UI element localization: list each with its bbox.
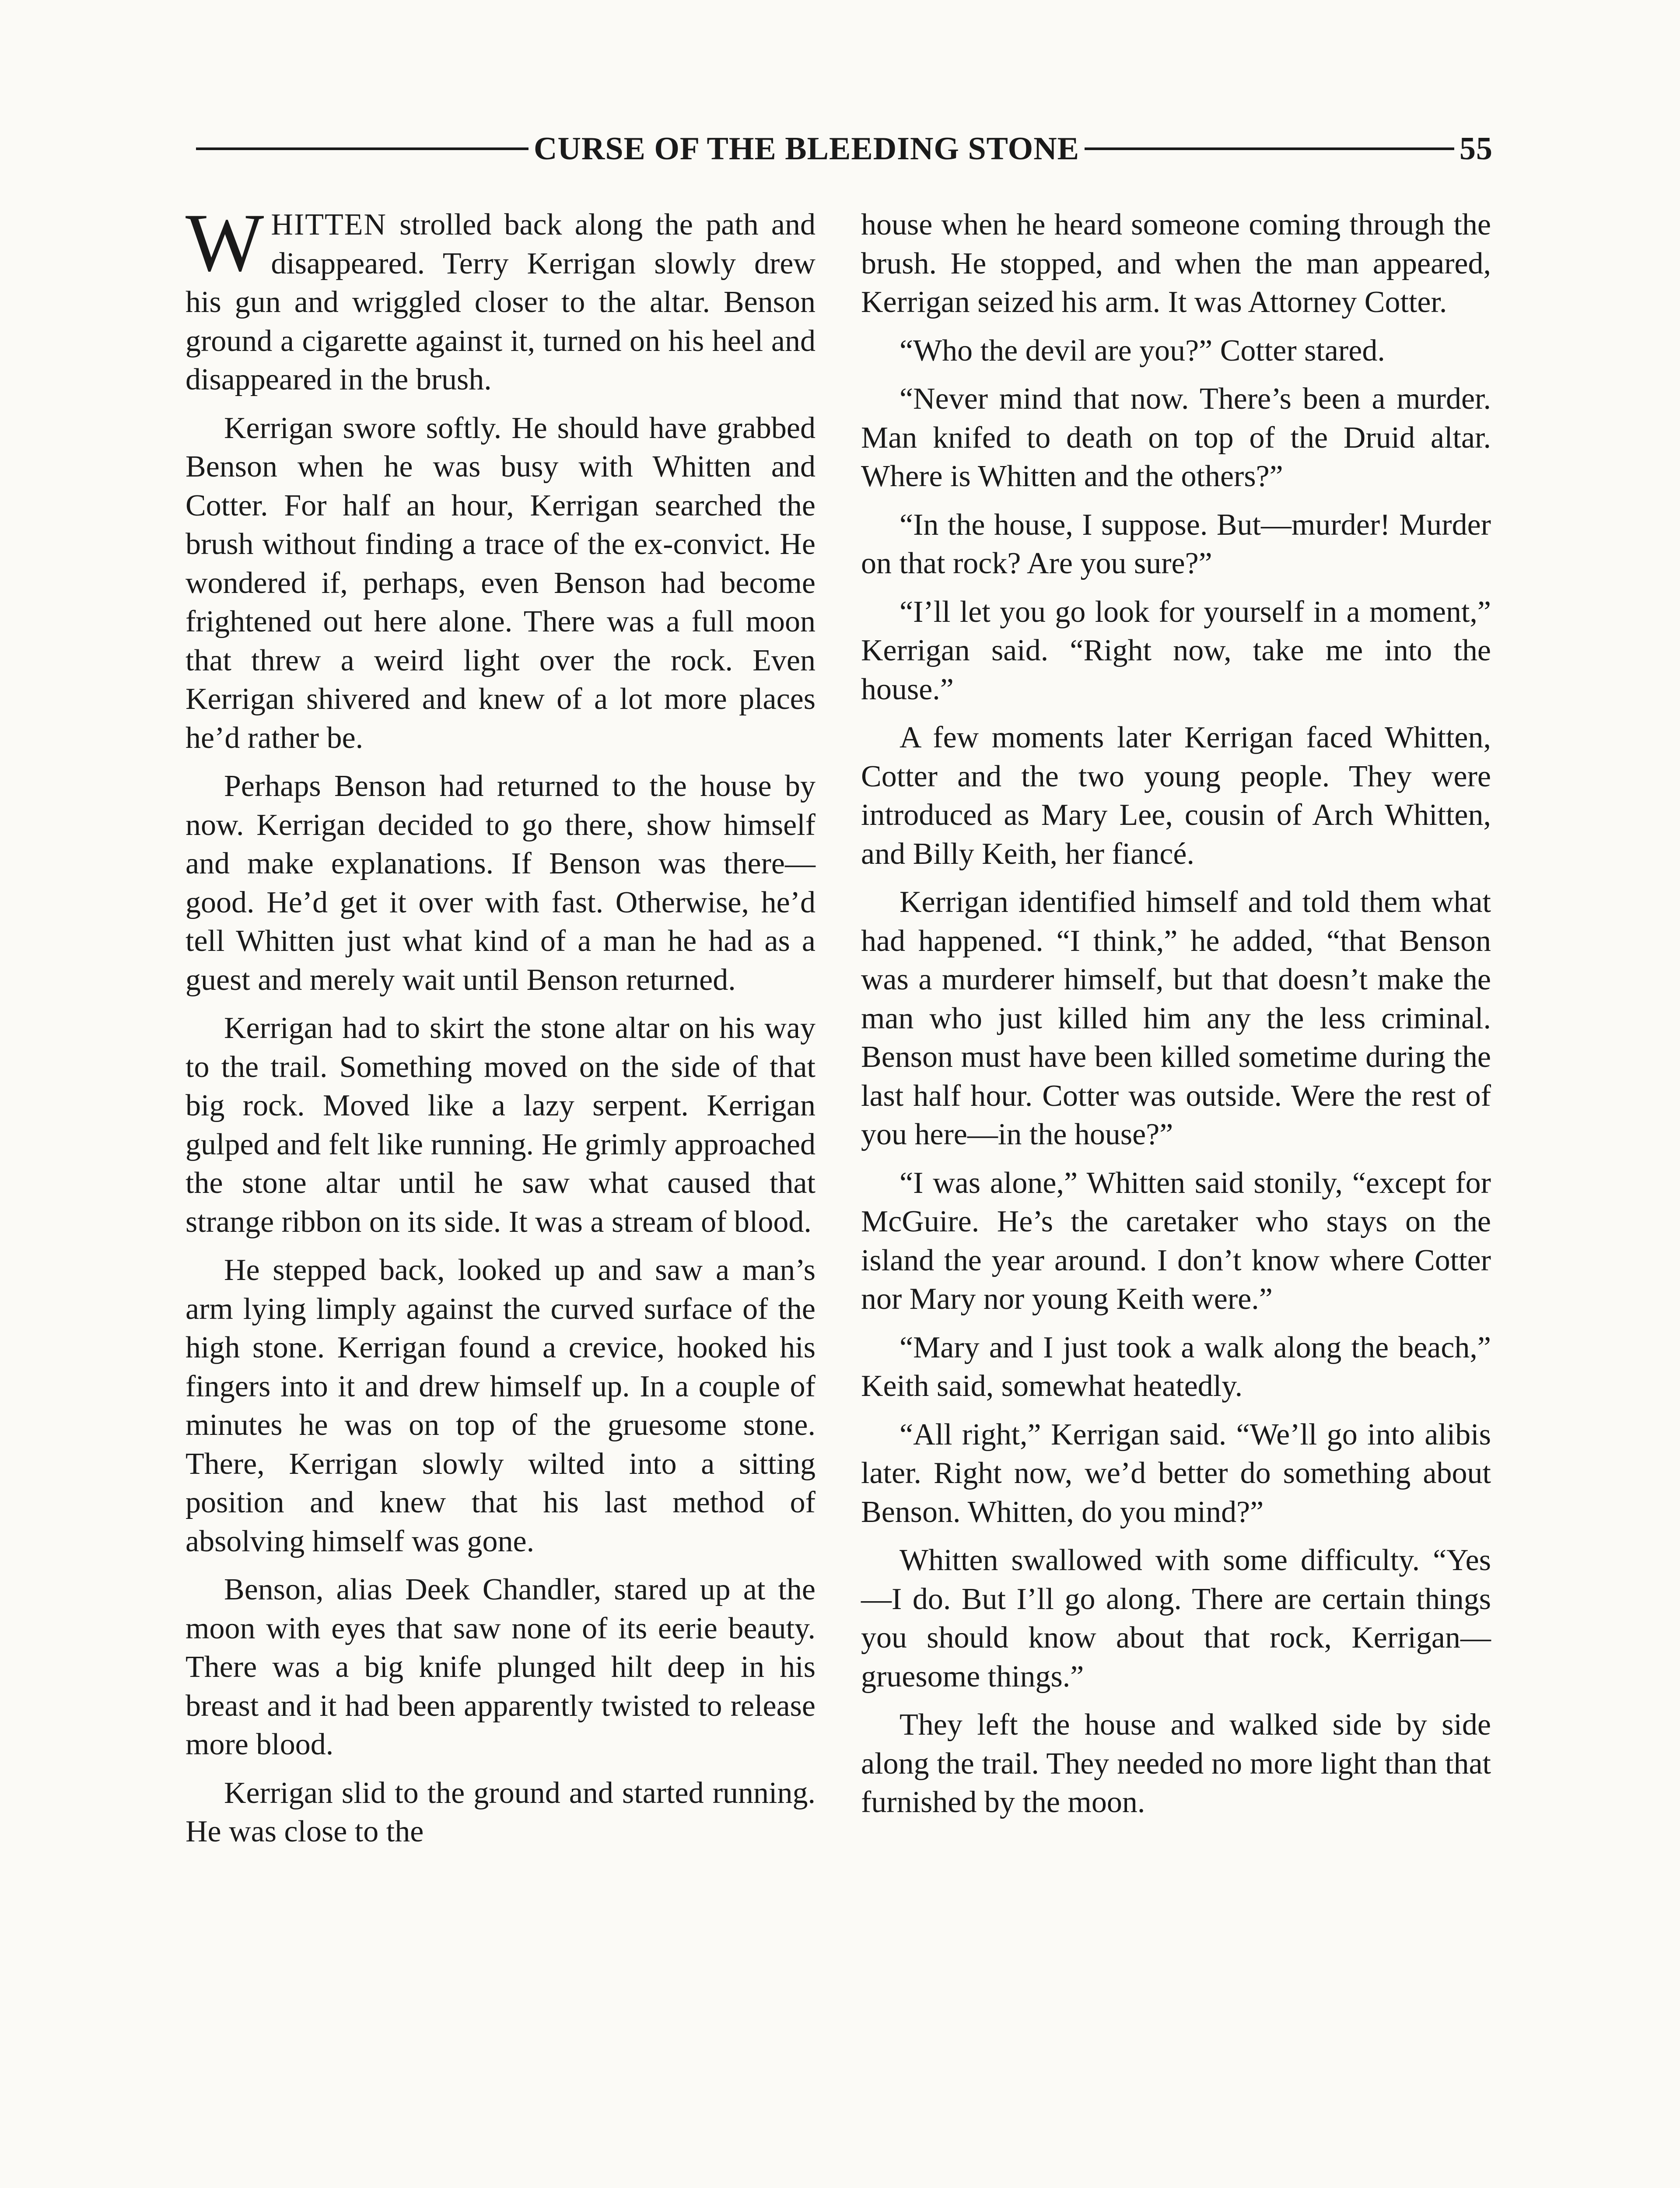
running-head bbox=[191, 123, 1493, 175]
paragraph: “Never mind that now. There’s been a murder. Man knifed to death on top of the Druid altar. Where is Whitten and the others?” bbox=[861, 382, 1491, 493]
header-rule-right bbox=[1085, 147, 1454, 150]
paragraph: A few moments later Kerrigan faced Whitten, Cotter and the two young people. They were introduced as Mary Lee, cousin of Arch Whitten, and Billy Keith, her fiancé. bbox=[861, 721, 1491, 871]
drop-cap: W bbox=[186, 197, 264, 289]
paragraph: “In the house, I suppose. But—murder! Murder on that rock? Are you sure?” bbox=[861, 508, 1491, 580]
paragraph: “Who the devil are you?” Cotter stared. bbox=[900, 333, 1385, 368]
paragraph: “All right,” Kerrigan said. “We’ll go into alibis later. Right now, we’d better do something about Benson. Whitten, do you mind?” bbox=[861, 1417, 1491, 1529]
paragraph: Benson, alias Deek Chandler, stared up at the moon with eyes that saw none of its eerie beauty. There was a big knife plunged hilt deep in his breast and it had been apparently twisted to release more blood. bbox=[186, 1573, 816, 1761]
paragraph: house when he heard someone coming through the brush. He stopped, and when the man appeared, Kerrigan seized his arm. It was Attorney Cotter. bbox=[861, 208, 1491, 319]
header-rule-left bbox=[196, 147, 528, 150]
paragraph: WHITTEN strolled back along the path and disappeared. Terry Kerrigan slowly drew his gun and wriggled closer to the altar. Benson ground a cigarette against it, turned on his heel and disappeared in the brush. bbox=[186, 197, 816, 396]
paragraph: Perhaps Benson had returned to the house by now. Kerrigan decided to go there, show himself and make explanations. If Benson was there—good. He’d get it over with fast. Otherwise, he’d tell Whitten just what kind of a man he had as a guest and merely wait until Benson returned. bbox=[186, 769, 816, 997]
story-title: CURSE OF THE BLEEDING STONE bbox=[534, 130, 1079, 167]
paragraph: Kerrigan slid to the ground and started running. He was close to the bbox=[186, 1776, 816, 1848]
opening-word: HITTEN bbox=[271, 208, 387, 242]
right-column bbox=[861, 206, 1491, 1832]
paragraph: Kerrigan identified himself and told them what had happened. “I think,” he added, “that Benson was a murderer himself, but that doesn’t make the man who just killed him any the less criminal. Benson must have been killed sometime during the last half hour. Cotter was outside. Were the rest of you here—in the house?” bbox=[861, 885, 1491, 1151]
left-column bbox=[186, 197, 816, 1861]
paragraph: He stepped back, looked up and saw a man’s arm lying limply against the curved surface of the high stone. Kerrigan found a crevice, hooked his fingers into it and drew himself up. In a couple of minutes he was on top of the gruesome stone. There, Kerrigan slowly wilted into a sitting position and knew that his last method of absolving himself was gone. bbox=[186, 1253, 816, 1558]
paragraph: “I was alone,” Whitten said stonily, “except for McGuire. He’s the caretaker who stays on the island the year around. I don’t know where Cotter nor Mary nor young Keith were.” bbox=[861, 1166, 1491, 1316]
paragraph: Whitten swallowed with some difficulty. “Yes—I do. But I’ll go along. There are certain things you should know about that rock, Kerrigan—gruesome things.” bbox=[861, 1543, 1491, 1694]
paragraph: “Mary and I just took a walk along the beach,” Keith said, somewhat heatedly. bbox=[861, 1330, 1491, 1403]
paragraph: Kerrigan had to skirt the stone altar on his way to the trail. Something moved on the side of that big rock. Moved like a lazy serpent. Kerrigan gulped and felt like running. He grimly approached the stone altar until he saw what caused that strange ribbon on its side. It was a stream of blood. bbox=[186, 1011, 816, 1239]
page-number: 55 bbox=[1460, 130, 1493, 167]
paragraph: Kerrigan swore softly. He should have grabbed Benson when he was busy with Whitten and Cotter. For half an hour, Kerrigan searched the brush without finding a trace of the ex-convict. He wondered if, perhaps, even Benson had become frightened out here alone. There was a full moon that threw a weird light over the rock. Even Kerrigan shivered and knew of a lot more places he’d rather be. bbox=[186, 411, 816, 755]
paragraph: “I’ll let you go look for yourself in a moment,” Kerrigan said. “Right now, take me into the house.” bbox=[861, 595, 1491, 706]
paragraph: They left the house and walked side by side along the trail. They needed no more light than that furnished by the moon. bbox=[861, 1708, 1491, 1819]
